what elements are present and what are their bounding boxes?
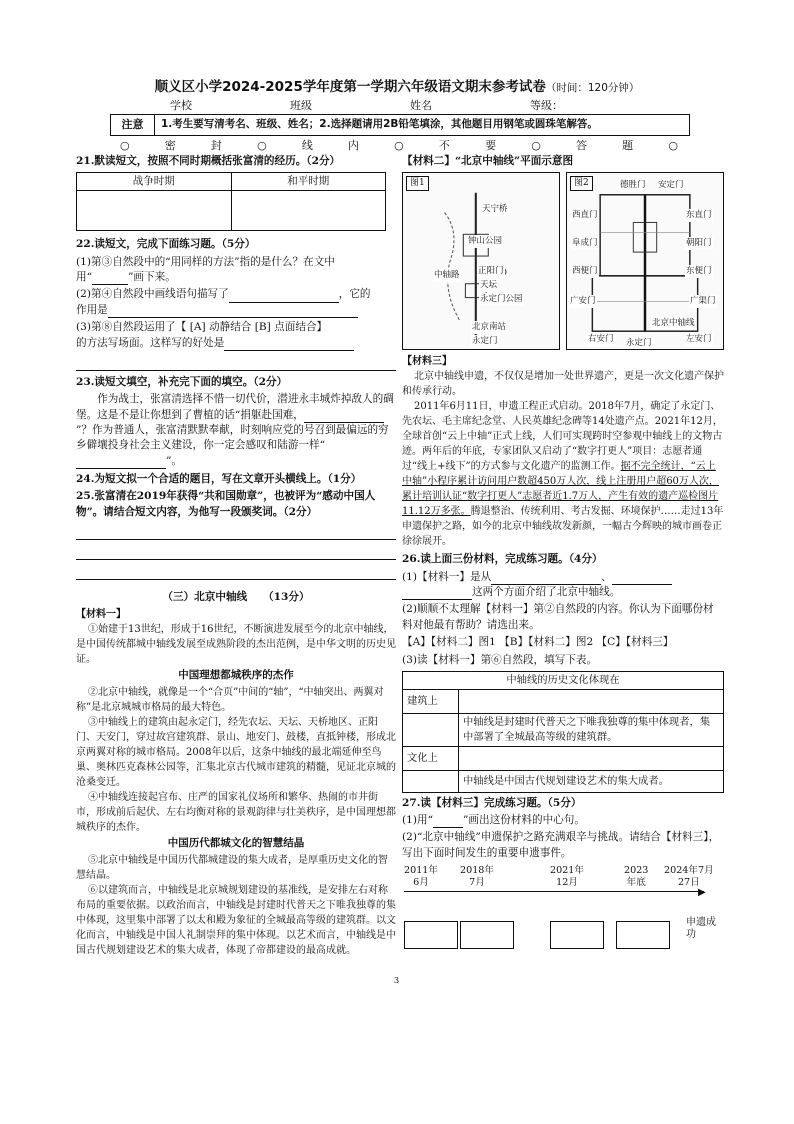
q22-3-text: 的方法写场面。这样写的好处是 <box>76 336 225 349</box>
q27-1-text: (1)用“ <box>402 814 434 826</box>
q22-1-text: (1)第③自然段中的“用同样的方法”指的是什么？在文中 <box>76 255 335 268</box>
map2-gate: 安定门 <box>658 180 684 191</box>
timeline-month: 12月 <box>556 876 578 888</box>
map1-label: 天坛 <box>480 280 498 291</box>
q27-1 <box>402 813 724 828</box>
q23-blank2[interactable] <box>76 457 166 469</box>
mat1-subheading: 中国历代都城文化的智慧结晶 <box>167 837 305 850</box>
q22-2-text: (2)第④自然段中画线语句描写了 <box>76 288 229 301</box>
notice-label: 注意 <box>111 115 155 135</box>
question-25: 25.张富清在2019年获得“共和国勋章”，也被评为“感动中国人物”。请结合短文内容，为他写一段颁奖词。（2分） <box>76 490 376 518</box>
mat3-para <box>402 399 724 549</box>
page-number: 3 <box>394 976 400 985</box>
hist-value: 中轴线是中国古代规划建设艺术的集大成者。 <box>459 770 724 792</box>
question-22: 22.读短文，完成下面练习题。（5分） <box>76 238 256 251</box>
map1-label: 永定门 <box>472 336 498 347</box>
question-26: 26.读上面三份材料，完成练习题。（4分） <box>402 553 603 566</box>
maps-container <box>402 172 724 350</box>
q27-1-text: ”画出这份材料的中心句。 <box>463 814 585 826</box>
map2-gate: 广安门 <box>570 296 596 307</box>
timeline-date <box>550 865 584 888</box>
map2-gate: 右安门 <box>588 334 614 345</box>
grade-field[interactable]: 等级： <box>530 99 563 112</box>
seal-char: 封 <box>210 139 224 152</box>
seal-char: 要 <box>485 139 499 152</box>
q22-1-text: ”画下来。 <box>128 271 176 284</box>
timeline-date <box>664 865 714 888</box>
q22-2-blank[interactable] <box>229 291 339 303</box>
seal-char: ○ <box>668 139 680 152</box>
map2-gate: 永定门 <box>626 338 652 349</box>
q26-1-blank2[interactable] <box>612 573 672 585</box>
q26-1-text: (1)【材料一】是从 <box>402 570 492 583</box>
notice-box <box>110 114 690 136</box>
q26-2: (2)顺顺不太理解【材料一】第②自然段的内容。你认为下面哪份材料对他最有帮助？请选出来。 <box>402 603 714 631</box>
q22-3 <box>76 320 396 371</box>
q21-col-peace: 和平时期 <box>231 173 386 191</box>
underline-sample <box>433 816 463 828</box>
answer-line[interactable] <box>76 353 396 371</box>
question-21: 21.默读短文，按照不同时期概括张富清的经历。（2分） <box>76 155 341 167</box>
question-27: 27.读【材料三】完成练习题。（5分） <box>402 796 582 809</box>
timeline-end-label: 申遗成功 <box>686 917 716 941</box>
answer-line[interactable] <box>76 542 396 560</box>
seal-char: 内 <box>348 139 361 152</box>
question-24: 24.为短文拟一个合适的题目，写在文章开头横线上。（1分） <box>76 473 362 486</box>
mat3-text: 2011年6月11日，申遗工程正式启动。2018年7月，确定了永定门、先农坛、毛主席纪念堂、人民英雄纪念碑等14处遗产点。2021年12月，全球首创“云上中轴”正式上线，人们可实现跨时空参观中轴线上的文物古迹。两年后的年底，专家团队又启动了“数字打更人”项目：志愿者通过“线上+线下”的方式参与文化遗产的监测工作。 <box>402 401 723 473</box>
seal-char: 线 <box>301 139 315 152</box>
hist-key[interactable] <box>403 770 459 792</box>
map1-tag: 图1 <box>406 176 429 191</box>
timeline-date <box>404 865 438 888</box>
hist-answer[interactable] <box>459 689 724 713</box>
q22-2-blank2[interactable] <box>108 306 358 318</box>
hist-title: 中轴线的历史文化体现在 <box>403 671 724 689</box>
seal-char: ○ <box>120 139 132 152</box>
q23-text: ”。 <box>166 454 183 467</box>
timeline-month: 27日 <box>677 876 700 888</box>
underline-sample <box>92 273 128 285</box>
q26-1 <box>402 570 724 601</box>
map1-label: 中轴路 <box>434 270 460 281</box>
timeline-axis <box>404 891 704 892</box>
q21-answer-peace[interactable] <box>231 191 386 231</box>
mat1-para: ②北京中轴线，就像是一个“合页”中间的“轴”，“中轴突出、两翼对称”是北京城城市格局的最大特色。 <box>76 687 384 714</box>
timeline-year: 2018年 <box>460 865 495 877</box>
arrow-right-icon: ▶ <box>698 887 706 899</box>
q21-col-war: 战争时期 <box>77 173 232 191</box>
name-field[interactable]: 姓名 <box>410 99 432 112</box>
q26-3: (3)读【材料一】第⑥自然段，填写下表。 <box>402 653 598 666</box>
seal-char: 题 <box>622 139 636 152</box>
seal-char: ○ <box>257 139 269 152</box>
page-title <box>0 78 794 98</box>
timeline-month: 年底 <box>626 876 646 888</box>
history-table <box>402 671 724 793</box>
map1-label: 正阳门 <box>478 266 504 277</box>
hist-key[interactable] <box>403 713 459 746</box>
timeline-month: 7月 <box>469 876 485 888</box>
q26-2-options[interactable]: 【A】【材料二】图1 【B】【材料二】图2 【C】【材料三】 <box>402 636 674 649</box>
seal-char: 密 <box>164 139 178 152</box>
timeline-year: 2021年 <box>550 865 585 877</box>
hist-answer[interactable] <box>459 746 724 770</box>
mat1-label: 【材料一】 <box>76 609 126 621</box>
time-note: （时间：120分钟） <box>545 82 640 94</box>
mat1-para: ④中轴线连接起宫布、庄严的国家礼仪场所和繁华、热闹的市井街市，形成前后起伏、左右均衡对称的景观韵律与壮美秩序，是中国理想都城秩序的杰作。 <box>76 792 396 834</box>
map1-label: 钟山公园 <box>468 236 503 247</box>
map1-label: 永定门公园 <box>480 294 523 305</box>
question-23: 23.读短文填空，补充完下面的填空。（2分） <box>76 375 288 388</box>
title-text: 顺义区小学2024-2025学年度第一学期六年级语文期末参考试卷 <box>154 79 546 95</box>
q22-1 <box>76 255 396 286</box>
material-1 <box>76 607 396 958</box>
q22-3-text: (3)第⑧自然段运用了【 [A] 动静结合 [B] 点面结合】 <box>76 321 328 334</box>
seal-char: ○ <box>394 139 406 152</box>
left-column <box>76 154 396 958</box>
map1-label: 天宁桥 <box>482 204 508 215</box>
mat2-label: 【材料二】“北京中轴线”平面示意图 <box>402 155 574 167</box>
seal-char: ○ <box>531 139 543 152</box>
q26-1-blank3[interactable] <box>402 588 472 600</box>
q23-blank1[interactable] <box>304 411 384 423</box>
mat1-para: ⑥以建筑而言，中轴线是北京城规划建设的基准线，是安排左右对称布局的重要依据。以政治而言，中轴线是封建时代普天之下唯我独尊的集中体现，这里集中部署了以太和殿为象征的全城最高等级的建筑群。以文化而言，中轴线是中国人礼制崇拜的集中体现。以艺术而言，中轴线是中国古代规划建设艺术的集大成者，体现了帝都建设的最高成就。 <box>76 884 396 956</box>
seal-line <box>120 138 680 154</box>
timeline-date <box>460 865 494 888</box>
q21-answer-war[interactable] <box>77 191 232 231</box>
timeline-answer-box[interactable] <box>404 921 458 949</box>
map2-gate: 西直门 <box>572 210 598 221</box>
timeline-answer-box[interactable] <box>616 921 670 949</box>
timeline-year: 2023 <box>624 865 649 877</box>
map2-gate: 阜成门 <box>572 238 598 249</box>
map2-gate: 朝阳门 <box>686 238 712 249</box>
q23-text: ”？作为普通人，张富清默默奉献，时刻响应党的号召到最偏远的穷乡僻壤投身社会主义建设，你一定会感叹和陆游一样“ <box>76 423 389 452</box>
q26-1-text: 这两个方面介绍了北京中轴线。 <box>472 586 621 599</box>
right-column <box>402 154 724 955</box>
map-figure-1 <box>402 172 560 350</box>
timeline-answer-box[interactable] <box>460 921 514 949</box>
map2-drawing <box>567 173 723 349</box>
q22-3-blank[interactable] <box>224 339 354 351</box>
map1-label: 北京南站 <box>472 322 507 333</box>
timeline-answer-box[interactable] <box>550 921 604 949</box>
q26-1-blank1[interactable] <box>491 573 601 585</box>
school-field[interactable]: 学校 <box>170 99 192 112</box>
q23-text: 作为战士，张富清选择不惜一切代价，潜进永丰城炸掉敌人的碉堡。这是不是让你想到了曹植的话“捐躯赴国难， <box>76 393 394 421</box>
q27-2: (2)“北京中轴线”申遗保护之路充满艰辛与挑战。请结合【材料三】，写出下面时间发生的重要申遗事件。 <box>402 831 720 859</box>
section-3-heading: （三）北京中轴线 （13分） <box>162 591 310 604</box>
mat3-para: 北京中轴线申遗，不仅仅是增加一处世界遗产，更是一次文化遗产保护和传承行动。 <box>402 371 724 398</box>
q22-2-text: 作用是 <box>76 303 108 316</box>
map2-gate: 德胜门 <box>620 180 646 191</box>
answer-line[interactable] <box>76 522 396 540</box>
mat1-para: ①始建于13世纪，形成于16世纪，不断演进发展至今的北京中轴线，是中国传统都城中轴线发展至成熟阶段的杰出范例，是中华文明的历史见证。 <box>76 624 396 666</box>
seal-char: 不 <box>438 139 452 152</box>
map2-gate: 广渠门 <box>690 296 716 307</box>
notice-text: 1.考生要写清考名、班级、姓名；2.选择题请用2B铅笔填涂，其他题目用钢笔或圆珠笔解答。 <box>161 118 598 130</box>
timeline <box>402 865 724 955</box>
q26-1-text: 、 <box>601 570 612 583</box>
map2-gate: 左安门 <box>686 334 712 345</box>
q22-2 <box>76 287 396 318</box>
map2-gate: 西便门 <box>572 266 598 277</box>
map2-gate: 东便门 <box>686 266 712 277</box>
mat1-para: ⑤北京中轴线是中国历代都城建设的集大成者，是厚重历史文化的智慧结晶。 <box>76 854 388 881</box>
mat3-label: 【材料三】 <box>402 356 452 368</box>
timeline-year: 2024年7月 <box>664 865 714 877</box>
q22-1-text: 用“ <box>76 271 93 284</box>
answer-line[interactable] <box>76 562 396 580</box>
timeline-date <box>624 865 648 888</box>
hist-value: 中轴线是封建时代普天之下唯我独尊的集中体现者，集中部署了全城最高等级的建筑群。 <box>459 713 724 746</box>
hist-key: 建筑上 <box>403 689 459 713</box>
q21-table <box>76 172 386 231</box>
seal-char: 答 <box>576 139 589 152</box>
timeline-month: 6月 <box>413 876 429 888</box>
mat3-underlined-text: 据不完全统计，“云上中轴”小程序累计访问用户数超450万人次，线上注册用户超60万人次，累计培训认证“数字打更人”志愿者近1.7万人，产生有效的遗产巡检图片11.12万多张。 <box>402 461 719 518</box>
class-field[interactable]: 班级 <box>290 99 312 112</box>
mat1-para: ③中轴线上的建筑由起永定门，经先农坛、天坛、天桥地区、正阳门、天安门，穿过故宫建筑群、景山、地安门、鼓楼，直抵钟楼，形成北京两翼对称的城市格局。2008年以后，这条中轴线的最北端延伸至鸟巢、奥林匹克森林公园等，汇集北京古代城市建筑的精髓，见证北京城的沧桑变迁。 <box>76 717 396 789</box>
q22-2-text: ，它的 <box>338 288 371 301</box>
q23-passage <box>76 392 396 469</box>
map2-tag: 图2 <box>570 176 593 191</box>
mat3-text: 腾退整治、传统利用、考古发掘、环境保护……走过13年申遗保护之路，如今的北京中轴线故发新颜，一幅古今辉映的城市画卷正徐徐展开。 <box>402 506 724 548</box>
student-info-fields <box>170 98 690 114</box>
map-figure-2 <box>566 172 724 350</box>
timeline-year: 2011年 <box>404 865 439 877</box>
material-3 <box>402 354 724 549</box>
hist-key: 文化上 <box>403 746 459 770</box>
map2-gate: 东直门 <box>686 210 712 221</box>
mat1-subheading: 中国理想都城秩序的杰作 <box>178 669 294 682</box>
map2-axis-label: 北京中轴线 <box>652 318 695 329</box>
